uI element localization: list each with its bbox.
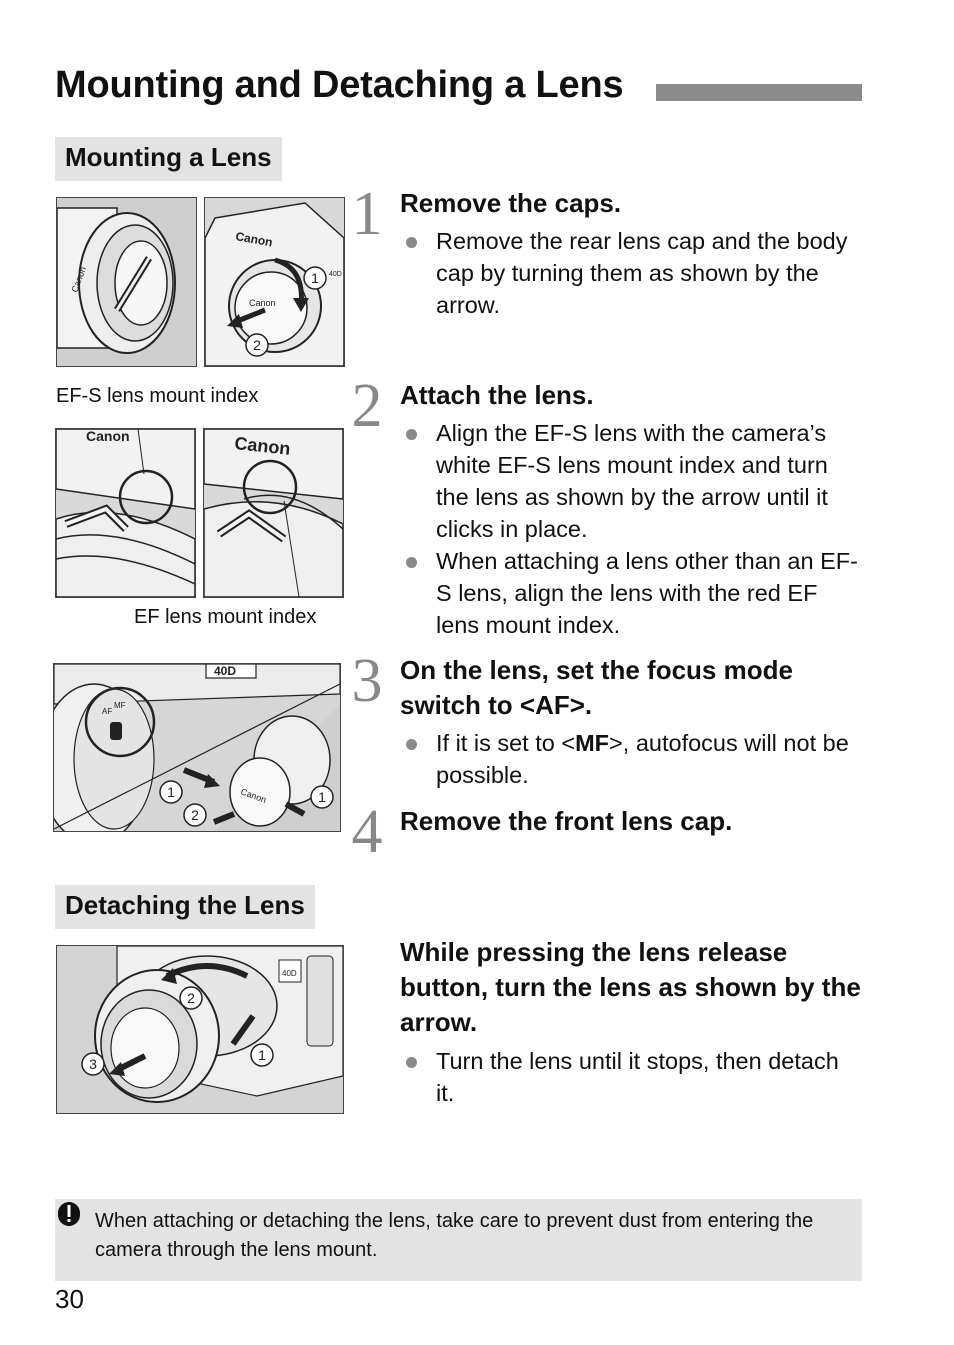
step-number: 4 bbox=[351, 798, 383, 866]
caption-efs-index: EF-S lens mount index bbox=[56, 385, 259, 407]
section-heading-detaching: Detaching the Lens bbox=[55, 885, 315, 929]
bullet-item: Align the EF-S lens with the camera’s white EF-S lens mount index and turn the lens as shown by the arrow until it clicks in place. bbox=[400, 417, 860, 545]
caution-text: When attaching or detaching the lens, take care to prevent dust from entering the camera through the lens mount. bbox=[95, 1210, 814, 1261]
step-title: Remove the caps. bbox=[400, 188, 622, 218]
detach-title: While pressing the lens release button, turn the lens as shown by the arrow. bbox=[400, 937, 861, 1037]
callout-1: 1 bbox=[318, 789, 326, 805]
brand-text: Canon bbox=[233, 433, 292, 459]
model-text: 40D bbox=[282, 969, 297, 978]
callout-1: 1 bbox=[258, 1047, 266, 1063]
step-title: On the lens, set the focus mode switch to <AF>. bbox=[400, 655, 793, 720]
title-rule bbox=[656, 84, 862, 101]
bullet-dot bbox=[406, 1057, 417, 1068]
illustration-ef-align bbox=[203, 428, 344, 598]
step-title: Attach the lens. bbox=[400, 380, 594, 410]
section-heading-mounting: Mounting a Lens bbox=[55, 137, 282, 181]
model-text: 40D bbox=[214, 664, 237, 678]
callout-2: 2 bbox=[191, 807, 199, 823]
bullet-item: Remove the rear lens cap and the body cap by turning them as shown by the arrow. bbox=[400, 225, 860, 321]
page-number: 30 bbox=[55, 1284, 84, 1314]
step-number: 1 bbox=[351, 180, 383, 248]
bullet-item: When attaching a lens other than an EF-S lens, align the lens with the red EF lens mount index. bbox=[400, 545, 860, 641]
callout-2: 2 bbox=[253, 337, 261, 353]
bullet-dot bbox=[406, 237, 417, 248]
caption-ef-index: EF lens mount index bbox=[134, 606, 317, 628]
illustration-efs-align bbox=[55, 428, 196, 598]
step-number: 2 bbox=[351, 372, 383, 440]
bullet-dot bbox=[406, 429, 417, 440]
illustration-detach bbox=[56, 945, 344, 1114]
page-title: Mounting and Detaching a Lens bbox=[55, 64, 624, 106]
brand-text: Canon bbox=[86, 429, 130, 444]
brand-text: Canon bbox=[249, 298, 276, 308]
illustration-body-cap bbox=[204, 197, 345, 367]
brand-text: Canon bbox=[69, 265, 88, 294]
bullet-item: If it is set to <MF>, autofocus will not be possible. bbox=[400, 727, 860, 791]
switch-af-label: AF bbox=[102, 707, 113, 716]
callout-3: 3 bbox=[89, 1056, 97, 1072]
bullet-dot bbox=[406, 739, 417, 750]
step-title: Remove the front lens cap. bbox=[400, 806, 733, 836]
illustration-focus-switch bbox=[53, 663, 341, 832]
illustration-rear-cap bbox=[56, 197, 197, 367]
step-number: 3 bbox=[351, 647, 383, 715]
brand-text: Canon bbox=[234, 229, 274, 250]
caution-icon bbox=[55, 1199, 83, 1227]
switch-mf-label: MF bbox=[114, 701, 126, 710]
bullet-item: Turn the lens until it stops, then detach it. bbox=[400, 1045, 860, 1109]
bullet-dot bbox=[406, 557, 417, 568]
callout-1: 1 bbox=[311, 270, 319, 286]
brand-text: Canon bbox=[239, 786, 268, 805]
callout-1: 1 bbox=[167, 784, 175, 800]
callout-2: 2 bbox=[187, 990, 195, 1006]
model-text: 40D bbox=[329, 271, 342, 278]
